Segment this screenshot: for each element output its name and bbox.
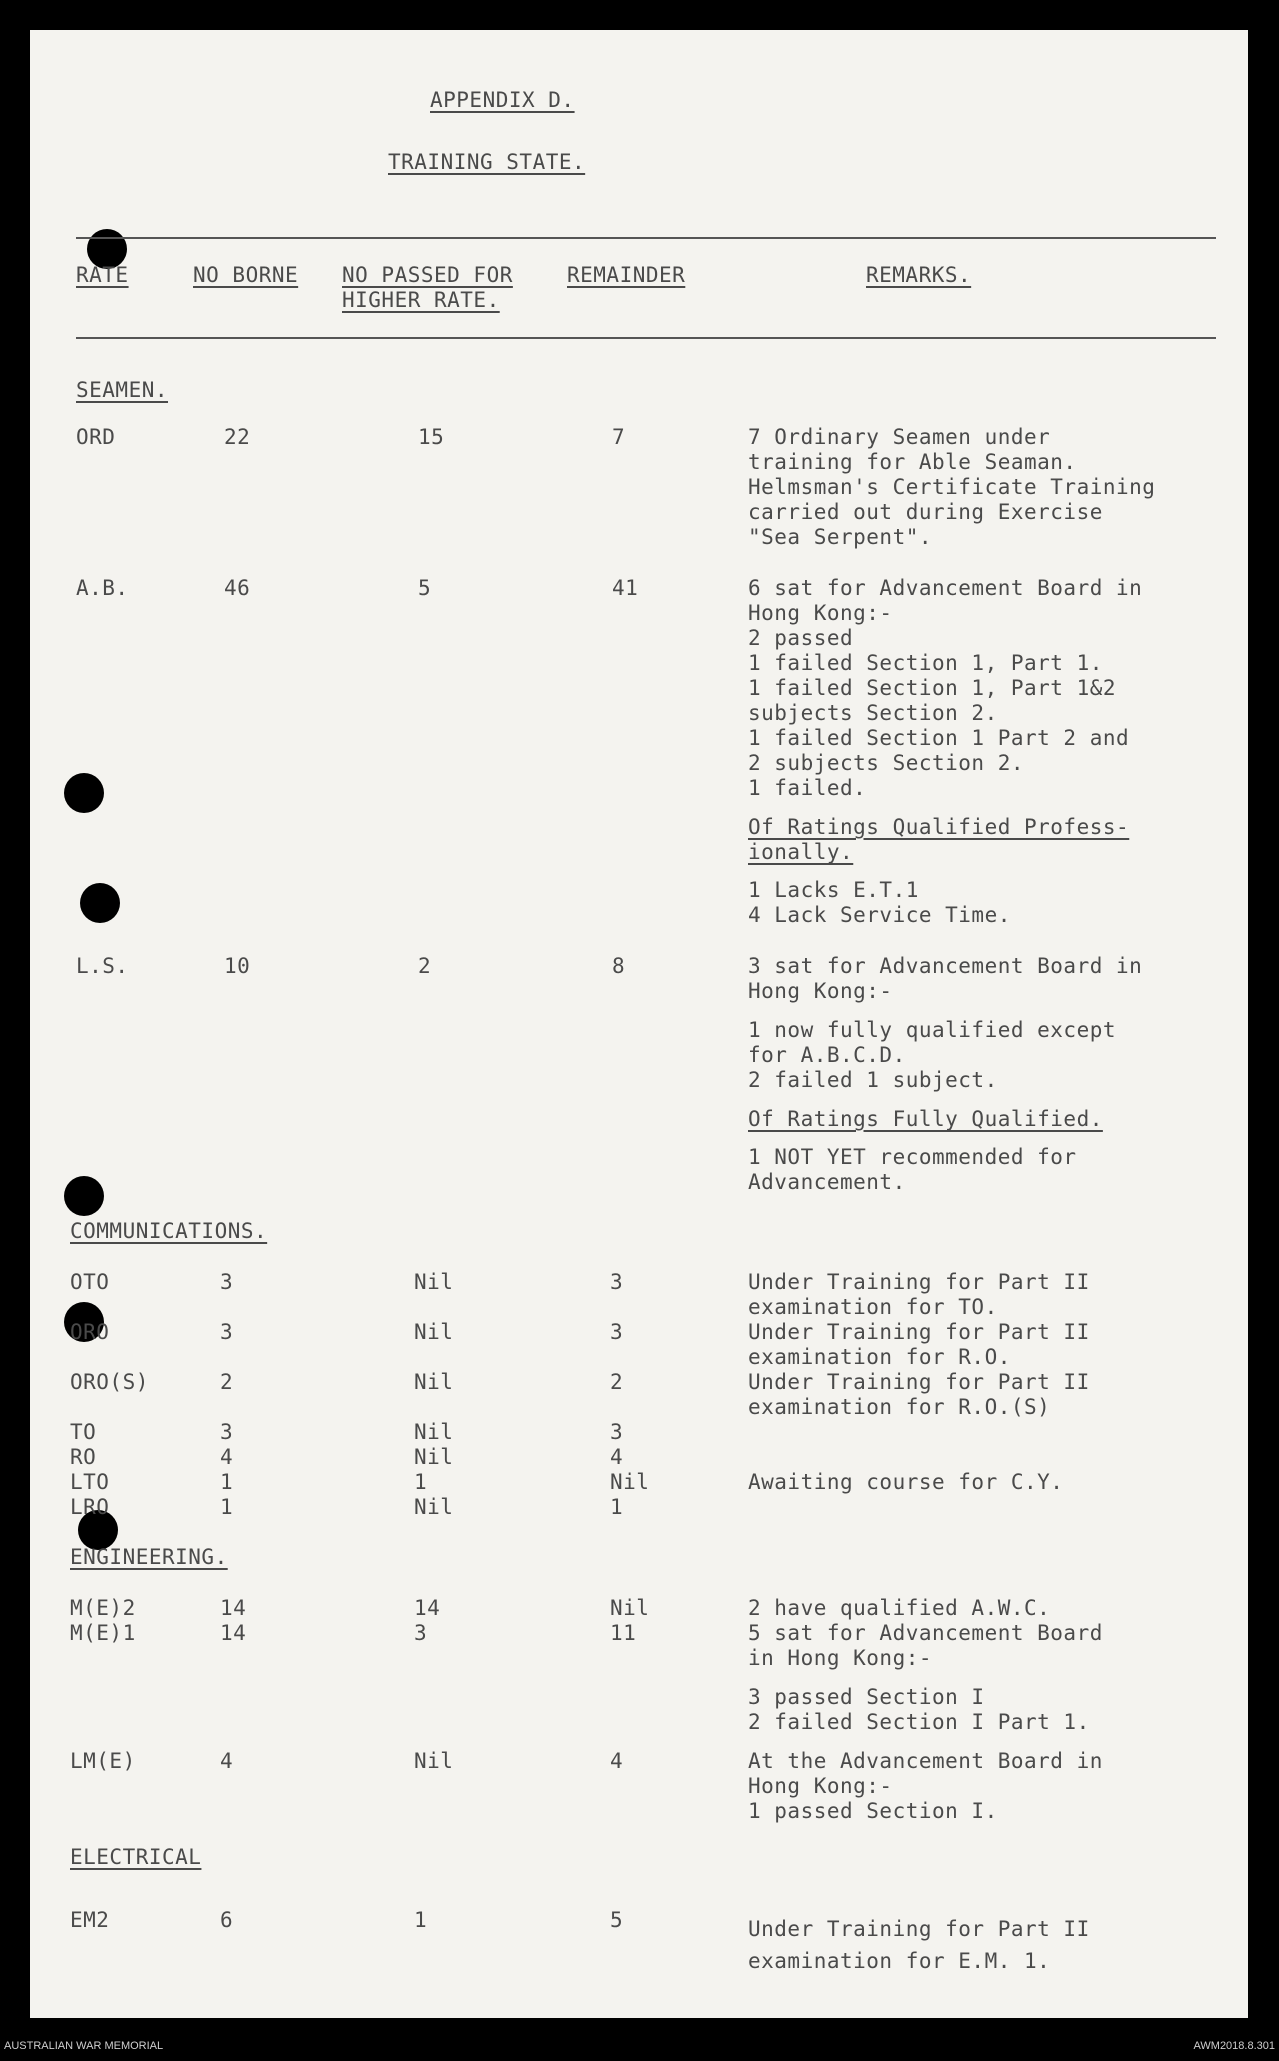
column-borne: NO BORNE — [193, 263, 299, 287]
borne-cell: 2 — [220, 1370, 234, 1394]
remainder-cell: 5 — [610, 1908, 624, 1932]
remainder-cell: 8 — [612, 954, 626, 978]
passed-cell: 5 — [418, 576, 432, 600]
borne-cell: 3 — [220, 1420, 234, 1444]
rate-cell: OTO — [70, 1270, 110, 1294]
remarks-ls: 3 sat for Advancement Board in Hong Kong:- — [748, 954, 1143, 1003]
footer-accession: AWM2018.8.301 — [1193, 2040, 1275, 2052]
borne-cell: 14 — [220, 1596, 247, 1620]
remarks-me1: 5 sat for Advancement Board in Hong Kong:- — [748, 1621, 1103, 1670]
rate-cell: LM(E) — [70, 1749, 136, 1773]
remarks-me2: 2 have qualified A.W.C. — [748, 1596, 1051, 1620]
passed-cell: 1 — [414, 1470, 428, 1494]
remarks-oro: Under Training for Part II examination for R.O. — [748, 1320, 1090, 1369]
rate-cell: M(E)1 — [70, 1621, 136, 1645]
punch-hole — [80, 883, 120, 923]
rate-cell: LRO — [70, 1495, 110, 1519]
rate-cell: EM2 — [70, 1908, 110, 1932]
remarks-lto: Awaiting course for C.Y. — [748, 1470, 1064, 1494]
remainder-cell: 4 — [610, 1445, 624, 1469]
remainder-cell: 11 — [610, 1621, 637, 1645]
remarks-ls-2: 1 now fully qualified except for A.B.C.D. 2 failed 1 subject. — [748, 1018, 1117, 1092]
remarks-lme: At the Advancement Board in Hong Kong:- 1 passed Section I. — [748, 1749, 1103, 1823]
passed-cell: 2 — [418, 954, 432, 978]
remainder-cell: 3 — [610, 1320, 624, 1344]
passed-cell: Nil — [414, 1495, 454, 1519]
borne-cell: 10 — [224, 954, 251, 978]
remarks-ab-2: 1 Lacks E.T.1 4 Lack Service Time. — [748, 878, 1011, 927]
remainder-cell: 7 — [612, 425, 626, 449]
rate-cell: M(E)2 — [70, 1596, 136, 1620]
section-electrical: ELECTRICAL — [70, 1845, 202, 1869]
remarks-ord: 7 Ordinary Seamen under training for Able Seaman. Helmsman's Certificate Training carried out during Exercise "Sea Serpent". — [748, 425, 1156, 549]
column-passed: NO PASSED FOR — [342, 263, 513, 287]
passed-cell: Nil — [414, 1445, 454, 1469]
borne-cell: 14 — [220, 1621, 247, 1645]
borne-cell: 4 — [220, 1445, 234, 1469]
footer-source: AUSTRALIAN WAR MEMORIAL — [4, 2040, 164, 2052]
borne-cell: 4 — [220, 1749, 234, 1773]
remainder-cell: 3 — [610, 1270, 624, 1294]
passed-cell: 15 — [418, 425, 445, 449]
column-rate: RATE — [76, 263, 129, 287]
borne-cell: 3 — [220, 1270, 234, 1294]
header-rule — [76, 337, 1216, 339]
passed-cell: Nil — [414, 1270, 454, 1294]
borne-cell: 1 — [220, 1495, 234, 1519]
remarks-ab-heading: Of Ratings Qualified Profess- ionally. — [748, 815, 1130, 864]
remainder-cell: 1 — [610, 1495, 624, 1519]
remarks-em2: Under Training for Part II examination for E.M. 1. — [748, 1917, 1090, 1973]
passed-cell: 1 — [414, 1908, 428, 1932]
remarks-ab: 6 sat for Advancement Board in Hong Kong:- 2 passed 1 failed Section 1, Part 1. 1 failed Section 1, Part 1&2 subjects Section 2. 1 failed Section 1 Part 2 and 2 subjects Section 2. 1 failed. — [748, 576, 1143, 800]
remainder-cell: Nil — [610, 1470, 650, 1494]
document-title: TRAINING STATE. — [388, 150, 586, 174]
rate-cell: RO — [70, 1445, 97, 1469]
column-passed-2: HIGHER RATE. — [342, 288, 500, 312]
borne-cell: 46 — [224, 576, 251, 600]
section-seamen: SEAMEN. — [76, 378, 169, 402]
section-engineering: ENGINEERING. — [70, 1545, 228, 1569]
passed-cell: 14 — [414, 1596, 441, 1620]
punch-hole — [64, 773, 104, 813]
remarks-oto: Under Training for Part II examination for TO. — [748, 1270, 1090, 1319]
remainder-cell: 2 — [610, 1370, 624, 1394]
borne-cell: 22 — [224, 425, 251, 449]
rate-cell: ORD — [76, 425, 116, 449]
punch-hole — [64, 1176, 104, 1216]
remainder-cell: 4 — [610, 1749, 624, 1773]
remarks-ls-heading: Of Ratings Fully Qualified. — [748, 1107, 1103, 1131]
rate-cell: A.B. — [76, 576, 129, 600]
remainder-cell: 41 — [612, 576, 639, 600]
rate-cell: L.S. — [76, 954, 129, 978]
passed-cell: 3 — [414, 1621, 428, 1645]
remainder-cell: 3 — [610, 1420, 624, 1444]
rate-cell: ORO(S) — [70, 1370, 149, 1394]
appendix-heading: APPENDIX D. — [430, 88, 575, 112]
passed-cell: Nil — [414, 1420, 454, 1444]
borne-cell: 1 — [220, 1470, 234, 1494]
column-remarks: REMARKS. — [866, 263, 972, 287]
rate-cell: ORO — [70, 1320, 110, 1344]
remainder-cell: Nil — [610, 1596, 650, 1620]
top-rule — [76, 237, 1216, 239]
section-communications: COMMUNICATIONS. — [70, 1219, 268, 1243]
rate-cell: LTO — [70, 1470, 110, 1494]
passed-cell: Nil — [414, 1320, 454, 1344]
rate-cell: TO — [70, 1420, 97, 1444]
column-remainder: REMAINDER — [567, 263, 686, 287]
borne-cell: 3 — [220, 1320, 234, 1344]
borne-cell: 6 — [220, 1908, 234, 1932]
passed-cell: Nil — [414, 1370, 454, 1394]
remarks-ls-3: 1 NOT YET recommended for Advancement. — [748, 1145, 1077, 1194]
remarks-oros: Under Training for Part II examination for R.O.(S) — [748, 1370, 1090, 1419]
passed-cell: Nil — [414, 1749, 454, 1773]
remarks-me1-2: 3 passed Section I 2 failed Section I Part 1. — [748, 1685, 1090, 1734]
